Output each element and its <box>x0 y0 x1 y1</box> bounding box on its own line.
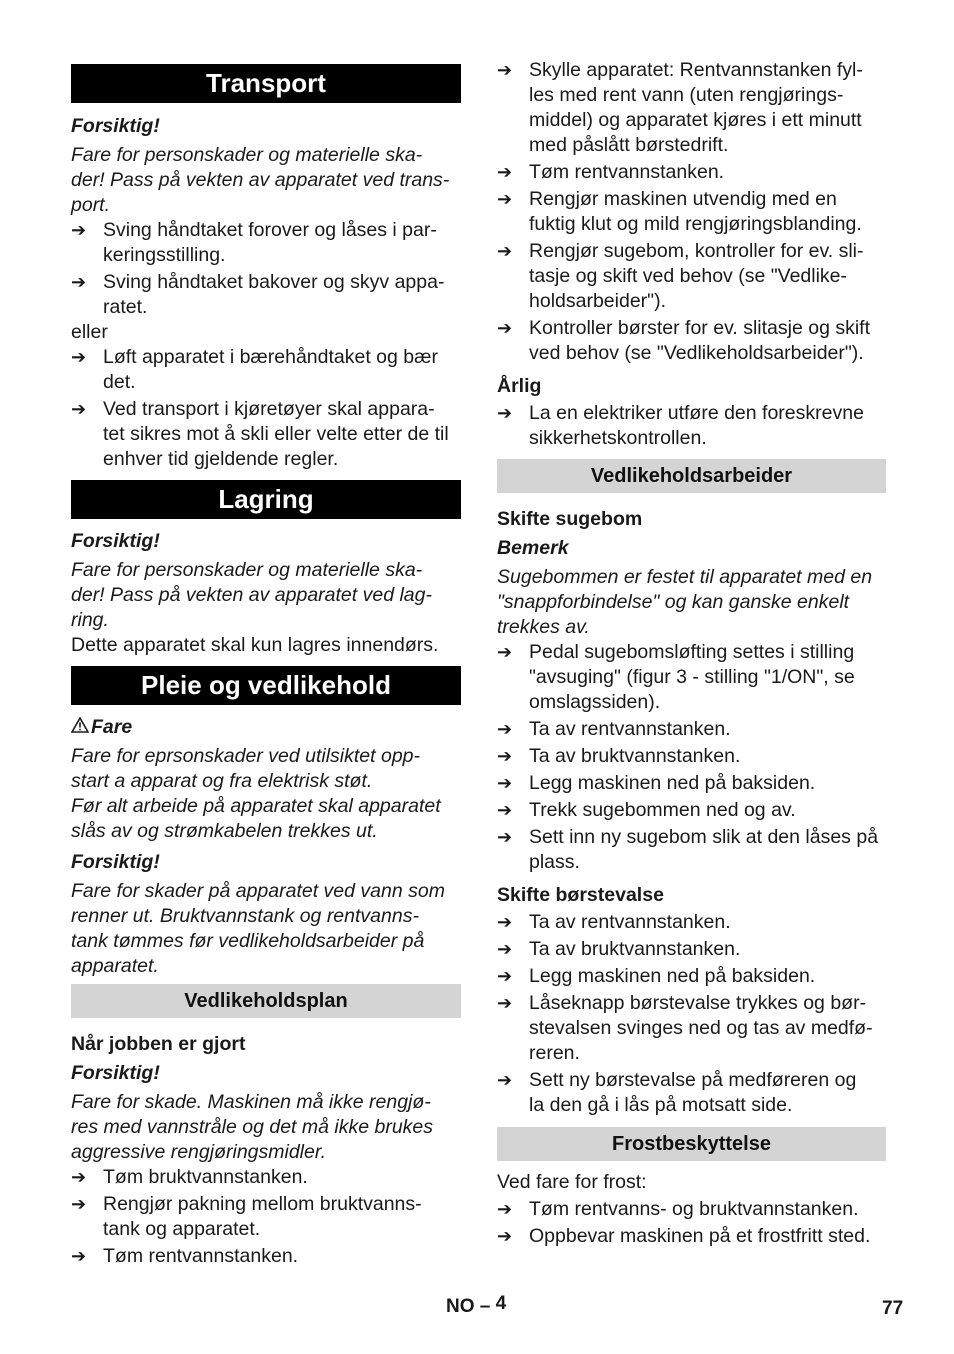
arrow-right-icon: ➔ <box>497 162 513 182</box>
step-line: Ta av bruktvannstanken. <box>529 938 741 960</box>
arrow-right-icon: ➔ <box>71 220 87 240</box>
arrow-right-icon: ➔ <box>497 403 513 423</box>
arrow-right-icon: ➔ <box>497 318 513 338</box>
text-line: der! Pass på vekten av apparatet ved lag- <box>71 584 432 606</box>
step-text <box>529 316 886 366</box>
transport-steps <box>71 218 461 320</box>
step-text <box>529 991 886 1066</box>
arrow-right-icon: ➔ <box>497 746 513 766</box>
arrow-right-icon: ➔ <box>497 719 513 739</box>
step-line: Tøm rentvanns- og bruktvannstanken. <box>529 1198 859 1220</box>
arrow-right-icon: ➔ <box>497 912 513 932</box>
arrow-right-icon: ➔ <box>497 939 513 959</box>
step-line: tank og apparatet. <box>103 1218 261 1240</box>
step-line: Rengjør maskinen utvendig med en <box>529 188 837 210</box>
arrow-right-icon: ➔ <box>497 642 513 662</box>
step-item <box>497 825 886 875</box>
lagring-note: Dette apparatet skal kun lagres innendørs. <box>71 634 439 656</box>
borstevalse-subheading: Skifte børstevalse <box>497 884 664 906</box>
step-text <box>103 1192 461 1242</box>
step-line: med påslått børstedrift. <box>529 134 729 156</box>
step-line: enhver tid gjeldende regler. <box>103 448 339 470</box>
step-text <box>529 239 886 314</box>
step-text <box>529 187 886 237</box>
step-item <box>71 1244 461 1269</box>
text-line: Fare for personskader og materielle ska- <box>71 144 423 166</box>
step-item <box>497 771 886 796</box>
step-text <box>529 58 886 158</box>
step-line: Sving håndtaket forover og låses i par- <box>103 219 437 241</box>
transport-steps-alt <box>71 345 461 472</box>
step-item <box>71 345 461 395</box>
lagring-caution-label: Forsiktig! <box>71 530 160 552</box>
step-line: sikkerhetskontrollen. <box>529 427 707 449</box>
step-text <box>529 937 886 962</box>
text-line: "snappforbindelse" og kan ganske enkelt <box>497 591 850 613</box>
step-item <box>497 798 886 823</box>
note-label: Bemerk <box>497 537 569 559</box>
step-item <box>71 397 461 472</box>
step-line: Trekk sugebommen ned og av. <box>529 799 796 821</box>
step-text <box>103 270 461 320</box>
step-item <box>497 910 886 935</box>
step-text <box>529 160 886 185</box>
step-line: Løft apparatet i bærehåndtaket og bær <box>103 346 438 368</box>
step-item <box>71 218 461 268</box>
step-line: Pedal sugebomsløfting settes i stilling <box>529 641 855 663</box>
lagring-caution-text <box>71 558 461 633</box>
step-text <box>529 1197 886 1222</box>
step-item <box>71 1165 461 1190</box>
text-line: trekkes av. <box>497 616 590 638</box>
step-item <box>497 1068 886 1118</box>
danger-label: Fare <box>91 716 133 738</box>
arrow-right-icon: ➔ <box>497 773 513 793</box>
step-item <box>497 964 886 989</box>
warning-triangle-icon <box>71 715 91 740</box>
danger-label-row <box>71 715 461 740</box>
text-line: slås av og strømkabelen trekkes ut. <box>71 820 378 842</box>
step-item <box>71 270 461 320</box>
step-text <box>529 964 886 989</box>
text-line: Fare for skade. Maskinen må ikke rengjø- <box>71 1091 431 1113</box>
step-item <box>497 1224 886 1249</box>
footer-dash: – <box>479 1296 491 1317</box>
arrow-right-icon: ➔ <box>497 827 513 847</box>
step-line: tasje og skift ved behov (se "Vedlike- <box>529 265 848 287</box>
step-line: ratet. <box>103 296 148 318</box>
text-line: Sugebommen er festet til apparatet med en <box>497 566 873 588</box>
step-line: middel) og apparatet kjøres i ett minutt <box>529 109 862 131</box>
step-item <box>71 1192 461 1242</box>
step-text <box>529 771 886 796</box>
step-line: Oppbevar maskinen på et frostfritt sted. <box>529 1225 871 1247</box>
right-column <box>497 58 886 1249</box>
transport-caution-text <box>71 143 461 218</box>
step-text <box>529 1224 886 1249</box>
text-line: Før alt arbeide på apparatet skal apparatet <box>71 795 441 817</box>
step-line: reren. <box>529 1042 580 1064</box>
step-line: omslagssiden). <box>529 691 661 713</box>
step-text <box>529 1068 886 1118</box>
step-line: Rengjør sugebom, kontroller for ev. sli- <box>529 240 864 262</box>
text-line: tank tømmes før vedlikeholdsarbeider på <box>71 930 425 952</box>
step-text <box>529 640 886 715</box>
step-item <box>497 744 886 769</box>
step-line: Legg maskinen ned på baksiden. <box>529 965 816 987</box>
step-text <box>529 910 886 935</box>
step-line: Sett inn ny sugebom slik at den låses på <box>529 826 879 848</box>
step-item <box>497 717 886 742</box>
text-line: res med vannstråle og det må ikke brukes <box>71 1116 434 1138</box>
step-item <box>497 187 886 237</box>
arrow-right-icon: ➔ <box>71 272 87 292</box>
arrow-right-icon: ➔ <box>71 1194 87 1214</box>
text-line: Fare for eprsonskader ved utilsiktet opp- <box>71 745 421 767</box>
lagring-heading: Lagring <box>71 480 461 519</box>
pleie-caution-label: Forsiktig! <box>71 851 160 873</box>
step-text <box>103 218 461 268</box>
arbeider-heading: Vedlikeholdsarbeider <box>497 459 886 493</box>
step-line: Ta av rentvannstanken. <box>529 718 731 740</box>
step-line: Ta av bruktvannstanken. <box>529 745 741 767</box>
arrow-right-icon: ➔ <box>497 1070 513 1090</box>
step-line: Tøm rentvannstanken. <box>103 1245 299 1267</box>
text-line: ring. <box>71 609 109 631</box>
danger-text <box>71 744 461 844</box>
step-item <box>497 640 886 715</box>
step-line: keringsstilling. <box>103 244 226 266</box>
plan-subheading: Når jobben er gjort <box>71 1033 246 1055</box>
step-line: Rengjør pakning mellom bruktvanns- <box>103 1193 422 1215</box>
text-line: der! Pass på vekten av apparatet ved trans- <box>71 169 450 191</box>
step-item <box>497 1197 886 1222</box>
step-text <box>529 744 886 769</box>
text-line: Fare for personskader og materielle ska- <box>71 559 423 581</box>
footer-page-number: 77 <box>882 1298 904 1319</box>
sugebom-subheading: Skifte sugebom <box>497 508 643 530</box>
text-line: apparatet. <box>71 955 159 977</box>
step-text <box>529 717 886 742</box>
frost-steps <box>497 1197 886 1249</box>
step-line: Ta av rentvannstanken. <box>529 911 731 933</box>
footer-language-page <box>446 1293 507 1318</box>
yearly-subheading: Årlig <box>497 375 542 397</box>
arrow-right-icon: ➔ <box>71 1246 87 1266</box>
yearly-steps <box>497 401 886 451</box>
arrow-right-icon: ➔ <box>497 800 513 820</box>
pleie-heading: Pleie og vedlikehold <box>71 666 461 705</box>
arrow-right-icon: ➔ <box>71 347 87 367</box>
plan-caution-label: Forsiktig! <box>71 1062 160 1084</box>
step-item <box>497 239 886 314</box>
step-line: ved behov (se "Vedlikeholdsarbeider"). <box>529 342 864 364</box>
left-column <box>71 64 461 1269</box>
transport-caution-label: Forsiktig! <box>71 115 160 137</box>
step-line: "avsuging" (figur 3 - stilling "1/ON", se <box>529 666 855 688</box>
sugebom-steps <box>497 640 886 875</box>
step-line: Låseknapp børstevalse trykkes og bør- <box>529 992 867 1014</box>
arrow-right-icon: ➔ <box>497 993 513 1013</box>
pleie-caution-text <box>71 879 461 979</box>
note-text <box>497 565 886 640</box>
step-item <box>497 937 886 962</box>
step-line: tet sikres mot å skli eller velte etter de til <box>103 423 449 445</box>
daily-steps-continued <box>497 58 886 366</box>
step-line: fuktig klut og mild rengjøringsblanding. <box>529 213 862 235</box>
step-text <box>529 401 886 451</box>
arrow-right-icon: ➔ <box>497 241 513 261</box>
plan-heading: Vedlikeholdsplan <box>71 984 461 1018</box>
footer-lang: NO <box>446 1296 475 1317</box>
step-line: Skylle apparatet: Rentvannstanken fyl- <box>529 59 863 81</box>
arrow-right-icon: ➔ <box>497 1226 513 1246</box>
arrow-right-icon: ➔ <box>71 1167 87 1187</box>
arrow-right-icon: ➔ <box>497 1199 513 1219</box>
step-line: plass. <box>529 851 580 873</box>
step-line: holdsarbeider"). <box>529 290 666 312</box>
step-line: Ved transport i kjøretøyer skal appara- <box>103 398 435 420</box>
arrow-right-icon: ➔ <box>497 60 513 80</box>
step-item <box>497 316 886 366</box>
step-text <box>103 345 461 395</box>
arrow-right-icon: ➔ <box>71 399 87 419</box>
text-line: Fare for skader på apparatet ved vann som <box>71 880 445 902</box>
step-item <box>497 401 886 451</box>
frost-intro: Ved fare for frost: <box>497 1171 647 1193</box>
text-line: port. <box>71 194 111 216</box>
step-line: la den gå i lås på motsatt side. <box>529 1094 793 1116</box>
text-line: renner ut. Bruktvannstank og rentvanns- <box>71 905 419 927</box>
step-line: stevalsen svinges ned og tas av medfø- <box>529 1017 873 1039</box>
step-line: Tøm rentvannstanken. <box>529 161 725 183</box>
text-line: start a apparat og fra elektrisk støt. <box>71 770 373 792</box>
arrow-right-icon: ➔ <box>497 189 513 209</box>
step-line: det. <box>103 371 136 393</box>
step-text <box>529 798 886 823</box>
plan-caution-text <box>71 1090 461 1165</box>
step-line: Kontroller børster for ev. slitasje og skift <box>529 317 871 339</box>
step-line: les med rent vann (uten rengjørings- <box>529 84 844 106</box>
step-line: Sett ny børstevalse på medføreren og <box>529 1069 857 1091</box>
arrow-right-icon: ➔ <box>497 966 513 986</box>
transport-or: eller <box>71 321 108 343</box>
frost-heading: Frostbeskyttelse <box>497 1127 886 1161</box>
step-text <box>103 1244 461 1269</box>
step-item <box>497 991 886 1066</box>
text-line: aggressive rengjøringsmidler. <box>71 1141 327 1163</box>
step-text <box>103 397 461 472</box>
step-item <box>497 58 886 158</box>
step-text <box>103 1165 461 1190</box>
step-line: La en elektriker utføre den foreskrevne <box>529 402 864 424</box>
step-line: Sving håndtaket bakover og skyv appa- <box>103 271 445 293</box>
step-line: Tøm bruktvannstanken. <box>103 1166 308 1188</box>
step-line: Legg maskinen ned på baksiden. <box>529 772 816 794</box>
step-text <box>529 825 886 875</box>
plan-steps <box>71 1165 461 1269</box>
footer-page-sub: 4 <box>495 1293 507 1314</box>
borstevalse-steps <box>497 910 886 1118</box>
step-item <box>497 160 886 185</box>
transport-heading: Transport <box>71 64 461 103</box>
